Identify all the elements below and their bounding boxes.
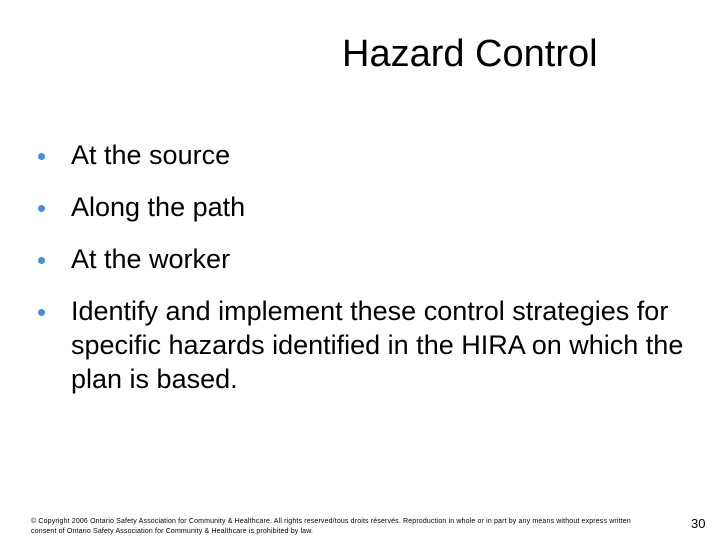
bullet-text: Identify and implement these control strategies for specific hazards identified in the HIRA on which the plan is based. (71, 296, 684, 394)
bullet-dot-icon (38, 309, 45, 316)
page-number: 30 (691, 516, 706, 531)
bullet-text: At the source (71, 140, 231, 170)
footer-copyright: © Copyright 2006 Ontario Safety Association for Community & Healthcare. All rights reserved/tous droits réservés. Reproduction in whole or in part by any means without express written consent of Ontario Safety Association for Community & Healthcare is prohibited by law. (31, 518, 631, 535)
bullet-item (30, 242, 700, 276)
bullet-text: At the worker (71, 244, 231, 274)
slide-title: Hazard Control (342, 33, 598, 75)
bullet-item (30, 138, 700, 172)
bullet-list (30, 138, 700, 414)
bullet-dot-icon (38, 257, 45, 264)
bullet-text: Along the path (71, 192, 246, 222)
bullet-item (30, 294, 700, 396)
bullet-dot-icon (38, 153, 45, 160)
bullet-item (30, 190, 700, 224)
bullet-dot-icon (38, 205, 45, 212)
